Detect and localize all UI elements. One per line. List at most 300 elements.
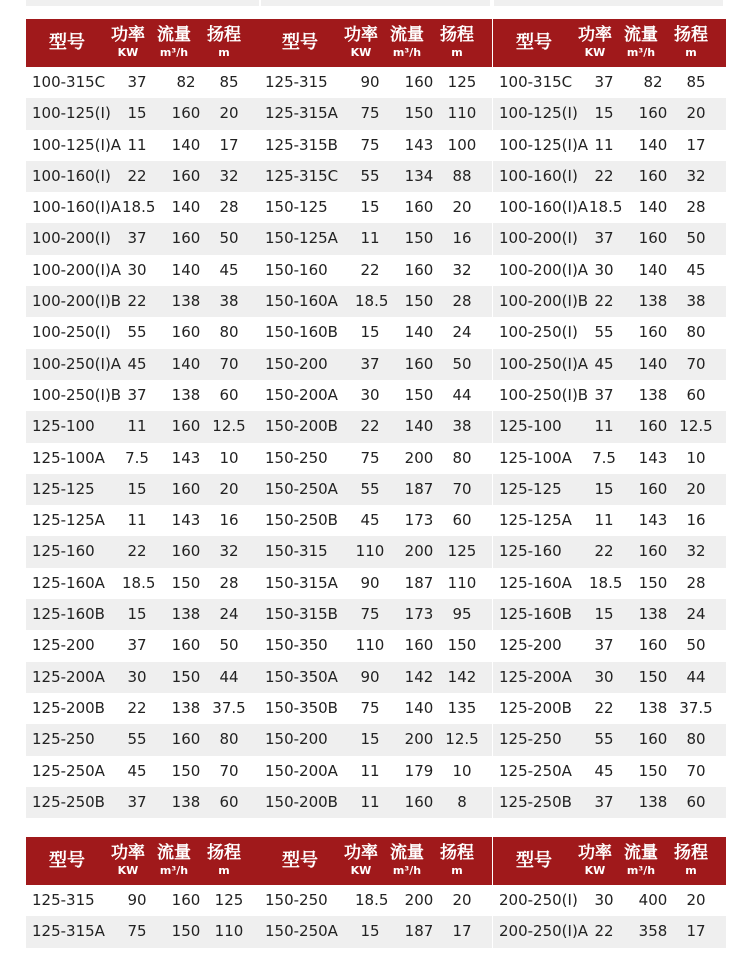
cell-model: 125-200 bbox=[32, 636, 95, 655]
cell-power: 37 bbox=[127, 73, 147, 91]
cell-head: 80 bbox=[219, 730, 239, 749]
cell-model: 150-200A bbox=[265, 385, 338, 404]
cell-head: 44 bbox=[686, 667, 706, 686]
cell-head: 60 bbox=[452, 511, 472, 530]
cell-model: 125-100 bbox=[499, 417, 562, 436]
table-row bbox=[493, 286, 726, 317]
cell-head: 70 bbox=[219, 354, 239, 373]
cell-power: 90 bbox=[360, 667, 380, 686]
cell-power: 30 bbox=[594, 891, 614, 909]
cell-power: 30 bbox=[360, 385, 380, 404]
cell-head: 150 bbox=[447, 636, 477, 655]
cell-head: 24 bbox=[219, 605, 239, 624]
cell-power: 18.5 bbox=[122, 198, 156, 217]
table-row bbox=[26, 98, 259, 129]
cell-head: 32 bbox=[686, 542, 706, 561]
cell-power: 90 bbox=[360, 573, 380, 592]
cell-flow: 173 bbox=[404, 511, 434, 530]
table-row bbox=[26, 161, 259, 192]
cell-power: 37 bbox=[594, 229, 614, 248]
cell-flow: 200 bbox=[404, 542, 434, 561]
header-flow-unit: m³/h bbox=[626, 864, 656, 877]
cell-flow: 138 bbox=[638, 605, 668, 624]
cell-power: 11 bbox=[594, 417, 614, 436]
table-row bbox=[26, 255, 259, 286]
header-head-label: 扬程 bbox=[674, 25, 708, 45]
cell-model: 125-315B bbox=[265, 135, 338, 154]
header-model: 型号 bbox=[282, 32, 318, 53]
table-row bbox=[26, 787, 259, 818]
table-row bbox=[493, 443, 726, 474]
cell-head: 12.5 bbox=[679, 417, 713, 436]
cell-flow: 200 bbox=[404, 730, 434, 749]
header-head-unit: m bbox=[685, 864, 697, 877]
cell-model: 125-100A bbox=[32, 448, 105, 467]
cell-flow: 160 bbox=[404, 636, 434, 655]
cell-model: 150-200A bbox=[265, 761, 338, 780]
cell-flow: 400 bbox=[638, 891, 668, 909]
cell-flow: 173 bbox=[404, 605, 434, 624]
cell-model: 125-315C bbox=[265, 166, 339, 185]
cell-model: 150-125A bbox=[265, 229, 338, 248]
cell-flow: 150 bbox=[171, 573, 201, 592]
cell-power: 37 bbox=[360, 354, 380, 373]
table-row bbox=[259, 349, 492, 380]
cell-model: 100-125(I) bbox=[499, 104, 578, 123]
table-row bbox=[259, 411, 492, 442]
cell-flow: 142 bbox=[404, 667, 434, 686]
cell-power: 22 bbox=[127, 542, 147, 561]
cell-flow: 200 bbox=[404, 448, 434, 467]
header-flow-label: 流量 bbox=[390, 25, 424, 45]
cell-flow: 138 bbox=[171, 292, 201, 311]
cell-model: 100-160(I) bbox=[32, 166, 111, 185]
table-row bbox=[26, 885, 259, 916]
cell-head: 100 bbox=[447, 135, 477, 154]
cell-flow: 160 bbox=[638, 229, 668, 248]
cell-head: 16 bbox=[686, 511, 706, 530]
header-flow bbox=[152, 24, 196, 60]
cell-flow: 187 bbox=[404, 479, 434, 498]
cell-power: 37 bbox=[594, 385, 614, 404]
table-row bbox=[26, 223, 259, 254]
cell-model: 100-160(I) bbox=[499, 166, 578, 185]
cell-flow: 160 bbox=[638, 636, 668, 655]
cell-power: 11 bbox=[594, 135, 614, 154]
cell-power: 15 bbox=[360, 922, 380, 941]
cell-model: 125-315A bbox=[265, 104, 338, 123]
cell-model: 150-315 bbox=[265, 542, 328, 561]
cell-model: 125-250B bbox=[32, 792, 105, 811]
cell-power: 22 bbox=[594, 166, 614, 185]
cell-flow: 140 bbox=[171, 260, 201, 279]
header-head bbox=[669, 842, 713, 878]
table-row bbox=[493, 255, 726, 286]
cell-power: 11 bbox=[594, 511, 614, 530]
cell-flow: 138 bbox=[638, 698, 668, 717]
cell-head: 20 bbox=[452, 891, 472, 909]
header-power-label: 功率 bbox=[344, 25, 378, 45]
cell-power: 15 bbox=[594, 479, 614, 498]
cell-model: 125-250B bbox=[499, 792, 572, 811]
table-row bbox=[26, 630, 259, 661]
table-row bbox=[493, 756, 726, 787]
cell-head: 10 bbox=[452, 761, 472, 780]
table-row bbox=[493, 349, 726, 380]
header-model: 型号 bbox=[516, 850, 552, 871]
cell-head: 20 bbox=[452, 198, 472, 217]
cell-model: 125-125A bbox=[499, 511, 572, 530]
header-power-label: 功率 bbox=[578, 25, 612, 45]
table-row bbox=[493, 505, 726, 536]
table-row bbox=[493, 536, 726, 567]
table-row bbox=[493, 67, 726, 98]
cell-head: 28 bbox=[452, 292, 472, 311]
table-row bbox=[26, 286, 259, 317]
table-row bbox=[259, 286, 492, 317]
cell-head: 142 bbox=[447, 667, 477, 686]
cell-head: 50 bbox=[219, 636, 239, 655]
header-flow-label: 流量 bbox=[157, 843, 191, 863]
table-row bbox=[26, 568, 259, 599]
cell-flow: 140 bbox=[171, 198, 201, 217]
cell-flow: 143 bbox=[171, 511, 201, 530]
cell-flow: 200 bbox=[404, 891, 434, 909]
table-header bbox=[259, 19, 492, 67]
cell-flow: 140 bbox=[171, 354, 201, 373]
top-strip-3 bbox=[494, 0, 723, 6]
cell-power: 55 bbox=[127, 730, 147, 749]
cell-power: 45 bbox=[594, 761, 614, 780]
cell-head: 70 bbox=[219, 761, 239, 780]
cell-power: 45 bbox=[594, 354, 614, 373]
cell-flow: 138 bbox=[171, 698, 201, 717]
cell-model: 150-250 bbox=[265, 891, 328, 909]
header-head-unit: m bbox=[218, 46, 230, 59]
cell-flow: 160 bbox=[404, 354, 434, 373]
cell-model: 100-200(I)B bbox=[32, 292, 122, 311]
header-flow bbox=[619, 24, 663, 60]
spec-table-5 bbox=[259, 837, 492, 948]
cell-head: 10 bbox=[686, 448, 706, 467]
cell-head: 45 bbox=[686, 260, 706, 279]
cell-power: 90 bbox=[127, 891, 147, 909]
cell-flow: 160 bbox=[171, 730, 201, 749]
header-power bbox=[573, 24, 617, 60]
cell-model: 100-160(I)A bbox=[32, 198, 122, 217]
cell-power: 22 bbox=[594, 698, 614, 717]
header-power-unit: KW bbox=[350, 46, 372, 59]
cell-head: 125 bbox=[447, 73, 477, 91]
table-row bbox=[259, 787, 492, 818]
spec-table-4 bbox=[26, 837, 259, 948]
cell-power: 15 bbox=[594, 605, 614, 624]
table-row bbox=[26, 536, 259, 567]
cell-flow: 150 bbox=[638, 761, 668, 780]
cell-head: 10 bbox=[219, 448, 239, 467]
cell-model: 100-200(I)B bbox=[499, 292, 589, 311]
table-row bbox=[493, 693, 726, 724]
header-flow-label: 流量 bbox=[390, 843, 424, 863]
header-flow bbox=[619, 842, 663, 878]
cell-model: 125-250 bbox=[32, 730, 95, 749]
cell-power: 18.5 bbox=[355, 292, 389, 311]
cell-flow: 150 bbox=[638, 667, 668, 686]
table-row bbox=[259, 130, 492, 161]
header-model: 型号 bbox=[282, 850, 318, 871]
cell-flow: 138 bbox=[638, 292, 668, 311]
cell-power: 30 bbox=[594, 667, 614, 686]
cell-power: 11 bbox=[360, 792, 380, 811]
cell-flow: 150 bbox=[638, 573, 668, 592]
cell-head: 80 bbox=[452, 448, 472, 467]
cell-power: 15 bbox=[360, 730, 380, 749]
table-row bbox=[259, 599, 492, 630]
cell-power: 11 bbox=[127, 417, 147, 436]
cell-head: 95 bbox=[452, 605, 472, 624]
cell-head: 20 bbox=[686, 104, 706, 123]
table-row bbox=[493, 474, 726, 505]
cell-flow: 143 bbox=[638, 448, 668, 467]
header-flow-unit: m³/h bbox=[626, 46, 656, 59]
cell-model: 150-160A bbox=[265, 292, 338, 311]
cell-head: 28 bbox=[686, 198, 706, 217]
cell-power: 37 bbox=[127, 385, 147, 404]
table-row bbox=[26, 380, 259, 411]
header-head-label: 扬程 bbox=[440, 25, 474, 45]
cell-model: 125-250A bbox=[32, 761, 105, 780]
cell-head: 125 bbox=[214, 891, 244, 909]
cell-model: 100-250(I)A bbox=[32, 354, 122, 373]
table-row bbox=[26, 443, 259, 474]
header-head-unit: m bbox=[451, 46, 463, 59]
cell-power: 37 bbox=[127, 792, 147, 811]
cell-model: 150-250A bbox=[265, 479, 338, 498]
cell-power: 18.5 bbox=[355, 891, 389, 909]
table-row bbox=[493, 885, 726, 916]
cell-power: 55 bbox=[127, 323, 147, 342]
cell-model: 125-125 bbox=[32, 479, 95, 498]
cell-power: 75 bbox=[360, 605, 380, 624]
cell-flow: 82 bbox=[643, 73, 663, 91]
cell-flow: 134 bbox=[404, 166, 434, 185]
table-row bbox=[259, 255, 492, 286]
cell-model: 100-315C bbox=[499, 73, 573, 91]
cell-model: 125-100A bbox=[499, 448, 572, 467]
cell-flow: 160 bbox=[171, 542, 201, 561]
cell-power: 75 bbox=[127, 922, 147, 941]
cell-power: 45 bbox=[360, 511, 380, 530]
cell-power: 18.5 bbox=[122, 573, 156, 592]
cell-flow: 138 bbox=[638, 792, 668, 811]
cell-model: 125-315 bbox=[265, 73, 328, 91]
cell-model: 125-160B bbox=[32, 605, 105, 624]
cell-power: 30 bbox=[594, 260, 614, 279]
cell-head: 38 bbox=[452, 417, 472, 436]
cell-model: 150-200 bbox=[265, 730, 328, 749]
cell-model: 125-125A bbox=[32, 511, 105, 530]
table-row bbox=[493, 161, 726, 192]
table-row bbox=[259, 317, 492, 348]
header-model: 型号 bbox=[49, 32, 85, 53]
table-row bbox=[26, 916, 259, 947]
cell-model: 150-200 bbox=[265, 354, 328, 373]
table-row bbox=[26, 474, 259, 505]
cell-model: 100-200(I)A bbox=[32, 260, 122, 279]
cell-flow: 150 bbox=[404, 292, 434, 311]
table-row bbox=[493, 630, 726, 661]
header-power-label: 功率 bbox=[578, 843, 612, 863]
header-power-unit: KW bbox=[584, 46, 606, 59]
cell-model: 100-200(I) bbox=[499, 229, 578, 248]
header-head-unit: m bbox=[685, 46, 697, 59]
cell-power: 11 bbox=[127, 511, 147, 530]
cell-power: 15 bbox=[360, 323, 380, 342]
cell-head: 80 bbox=[219, 323, 239, 342]
cell-model: 125-125 bbox=[499, 479, 562, 498]
cell-power: 37 bbox=[127, 229, 147, 248]
table-row bbox=[26, 411, 259, 442]
cell-power: 55 bbox=[594, 730, 614, 749]
cell-flow: 160 bbox=[638, 542, 668, 561]
header-flow-unit: m³/h bbox=[392, 864, 422, 877]
header-model: 型号 bbox=[516, 32, 552, 53]
cell-model: 150-160B bbox=[265, 323, 338, 342]
cell-flow: 160 bbox=[171, 323, 201, 342]
cell-flow: 160 bbox=[638, 730, 668, 749]
cell-flow: 160 bbox=[171, 479, 201, 498]
cell-flow: 138 bbox=[171, 605, 201, 624]
spec-table-6 bbox=[493, 837, 726, 948]
cell-flow: 179 bbox=[404, 761, 434, 780]
cell-flow: 138 bbox=[638, 385, 668, 404]
table-row bbox=[259, 568, 492, 599]
cell-flow: 187 bbox=[404, 922, 434, 941]
cell-flow: 140 bbox=[404, 698, 434, 717]
table-row bbox=[259, 536, 492, 567]
cell-head: 17 bbox=[452, 922, 472, 941]
table-row bbox=[259, 67, 492, 98]
cell-model: 100-125(I)A bbox=[32, 135, 122, 154]
cell-power: 15 bbox=[360, 198, 380, 217]
cell-flow: 160 bbox=[171, 104, 201, 123]
header-power bbox=[106, 842, 150, 878]
header-flow bbox=[152, 842, 196, 878]
cell-model: 125-200B bbox=[32, 698, 105, 717]
table-row bbox=[493, 662, 726, 693]
cell-flow: 140 bbox=[638, 135, 668, 154]
header-head-label: 扬程 bbox=[674, 843, 708, 863]
cell-head: 17 bbox=[686, 135, 706, 154]
header-flow bbox=[385, 842, 429, 878]
cell-flow: 358 bbox=[638, 922, 668, 941]
cell-head: 44 bbox=[219, 667, 239, 686]
cell-power: 15 bbox=[594, 104, 614, 123]
cell-flow: 160 bbox=[404, 73, 434, 91]
top-strip-2 bbox=[261, 0, 490, 6]
cell-head: 16 bbox=[452, 229, 472, 248]
cell-model: 150-350A bbox=[265, 667, 338, 686]
cell-flow: 160 bbox=[638, 323, 668, 342]
cell-power: 75 bbox=[360, 448, 380, 467]
cell-head: 32 bbox=[686, 166, 706, 185]
cell-power: 37 bbox=[127, 636, 147, 655]
cell-power: 18.5 bbox=[589, 198, 623, 217]
cell-flow: 150 bbox=[171, 761, 201, 780]
cell-model: 100-250(I)B bbox=[499, 385, 589, 404]
cell-flow: 160 bbox=[638, 166, 668, 185]
cell-flow: 160 bbox=[404, 792, 434, 811]
cell-head: 110 bbox=[214, 922, 244, 941]
header-power bbox=[339, 24, 383, 60]
cell-flow: 160 bbox=[171, 417, 201, 436]
cell-head: 80 bbox=[686, 730, 706, 749]
cell-flow: 150 bbox=[404, 385, 434, 404]
cell-flow: 140 bbox=[638, 260, 668, 279]
header-head bbox=[202, 842, 246, 878]
cell-head: 38 bbox=[219, 292, 239, 311]
cell-head: 20 bbox=[686, 479, 706, 498]
cell-head: 50 bbox=[452, 354, 472, 373]
cell-model: 100-250(I) bbox=[499, 323, 578, 342]
header-head-label: 扬程 bbox=[207, 843, 241, 863]
cell-model: 150-250A bbox=[265, 922, 338, 941]
cell-head: 12.5 bbox=[445, 730, 479, 749]
cell-head: 17 bbox=[686, 922, 706, 941]
cell-power: 22 bbox=[360, 260, 380, 279]
cell-head: 45 bbox=[219, 260, 239, 279]
table-row bbox=[493, 192, 726, 223]
cell-head: 85 bbox=[686, 73, 706, 91]
cell-head: 37.5 bbox=[212, 698, 246, 717]
table-row bbox=[26, 724, 259, 755]
cell-head: 110 bbox=[447, 573, 477, 592]
cell-head: 50 bbox=[219, 229, 239, 248]
cell-power: 30 bbox=[127, 667, 147, 686]
table-row bbox=[493, 130, 726, 161]
cell-head: 50 bbox=[686, 229, 706, 248]
header-head bbox=[435, 24, 479, 60]
cell-flow: 160 bbox=[171, 891, 201, 909]
header-power-label: 功率 bbox=[111, 25, 145, 45]
table-row bbox=[26, 662, 259, 693]
cell-model: 150-125 bbox=[265, 198, 328, 217]
spec-table-1 bbox=[26, 19, 259, 818]
cell-head: 50 bbox=[686, 636, 706, 655]
header-head bbox=[669, 24, 713, 60]
table-row bbox=[259, 443, 492, 474]
cell-model: 200-250(I) bbox=[499, 891, 578, 909]
cell-model: 125-200A bbox=[499, 667, 572, 686]
table-row bbox=[259, 662, 492, 693]
cell-model: 125-200B bbox=[499, 698, 572, 717]
cell-power: 45 bbox=[127, 354, 147, 373]
table-row bbox=[493, 916, 726, 947]
cell-head: 85 bbox=[219, 73, 239, 91]
cell-flow: 160 bbox=[171, 229, 201, 248]
cell-power: 7.5 bbox=[592, 448, 616, 467]
cell-flow: 82 bbox=[176, 73, 196, 91]
table-header bbox=[493, 837, 726, 885]
cell-power: 15 bbox=[127, 104, 147, 123]
cell-power: 55 bbox=[360, 166, 380, 185]
cell-power: 75 bbox=[360, 135, 380, 154]
cell-model: 100-125(I) bbox=[32, 104, 111, 123]
cell-flow: 150 bbox=[404, 104, 434, 123]
cell-power: 22 bbox=[360, 417, 380, 436]
header-flow-label: 流量 bbox=[624, 25, 658, 45]
table-row bbox=[26, 756, 259, 787]
